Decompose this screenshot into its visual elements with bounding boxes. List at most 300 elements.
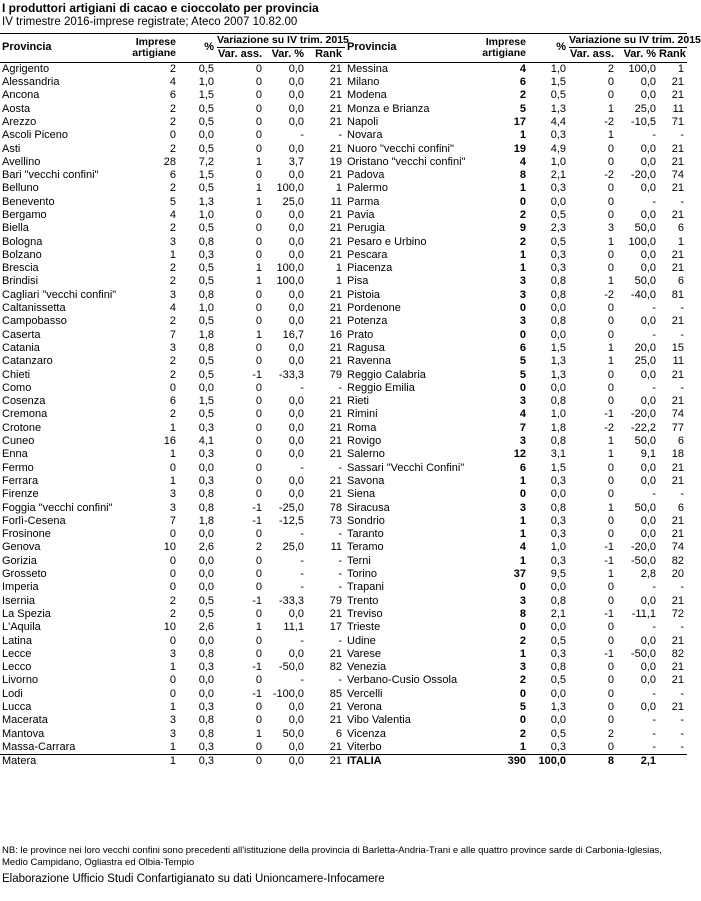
- left-pct-cell: 0,0: [198, 461, 214, 474]
- right-var-ass-cell: 0: [607, 474, 614, 487]
- left-imprese-cell: 0: [169, 634, 176, 647]
- left-provincia-cell: Cuneo: [2, 435, 35, 448]
- left-provincia-cell: Chieti: [2, 368, 31, 381]
- right-pct-cell: 0,0: [550, 581, 566, 594]
- left-var-ass-cell: 0: [255, 714, 262, 727]
- right-pct-cell: 1,3: [550, 102, 566, 115]
- right-rank-cell: 15: [671, 341, 684, 354]
- right-rank-cell: 6: [677, 435, 684, 448]
- right-pct-cell: 0,3: [550, 474, 566, 487]
- left-var-ass-cell: 0: [255, 102, 262, 115]
- left-pct-cell: 0,0: [198, 687, 214, 700]
- table-row: [0, 275, 687, 288]
- left-rank-cell: 6: [335, 727, 342, 740]
- right-var-pct-cell: 9,1: [640, 448, 656, 461]
- left-pct-cell: 1,5: [198, 89, 214, 102]
- right-provincia-cell: Vibo Valentia: [347, 714, 411, 727]
- right-rank-cell: -: [680, 328, 684, 341]
- right-var-ass-cell: 2: [607, 62, 614, 75]
- table-row: [0, 661, 687, 674]
- left-pct-cell: 0,8: [198, 501, 214, 514]
- left-imprese-cell: 0: [169, 581, 176, 594]
- left-imprese-cell: 2: [169, 594, 176, 607]
- right-var-pct-cell: -: [652, 687, 656, 700]
- left-var-pct-cell: -25,0: [278, 501, 304, 514]
- left-provincia-cell: Ascoli Piceno: [2, 129, 69, 142]
- right-pct-cell: 0,8: [550, 661, 566, 674]
- left-imprese-cell: 3: [169, 727, 176, 740]
- right-pct-cell: 0,3: [550, 740, 566, 753]
- left-pct-cell: 0,0: [198, 634, 214, 647]
- right-var-pct-cell: 50,0: [634, 501, 656, 514]
- right-var-pct-cell: -: [652, 727, 656, 740]
- right-var-ass-cell: 0: [607, 262, 614, 275]
- left-provincia-cell: Crotone: [2, 421, 42, 434]
- left-var-pct-cell: -33,3: [278, 594, 304, 607]
- left-imprese-cell: 3: [169, 714, 176, 727]
- left-imprese-cell: 2: [169, 182, 176, 195]
- right-rank-cell: 21: [671, 76, 684, 89]
- right-provincia-cell: Pisa: [347, 275, 369, 288]
- right-var-pct-cell: -: [652, 328, 656, 341]
- right-rank-cell: 1: [677, 235, 684, 248]
- right-provincia-cell: Nuoro "vecchi confini": [347, 142, 454, 155]
- right-var-ass-cell: 8: [569, 755, 617, 769]
- right-var-pct-cell: 0,0: [640, 142, 656, 155]
- left-var-pct-cell: -: [300, 674, 304, 687]
- col-header-var-ass-right: Var. ass.: [569, 48, 614, 61]
- left-var-pct-cell: -: [300, 381, 304, 394]
- left-provincia-cell: Imperia: [2, 581, 39, 594]
- left-rank-cell: 79: [329, 368, 342, 381]
- col-header-rank-right: Rank: [659, 48, 686, 61]
- right-provincia-cell: Novara: [347, 129, 383, 142]
- right-provincia-cell: Ragusa: [347, 341, 385, 354]
- left-var-pct-cell: 50,0: [282, 727, 304, 740]
- source-line: Elaborazione Ufficio Studi Confartigianato su dati Unioncamere-Infocamere: [2, 873, 385, 885]
- left-var-ass-cell: 0: [255, 142, 262, 155]
- left-rank-cell: 21: [329, 474, 342, 487]
- left-provincia-cell: Caltanissetta: [2, 302, 66, 315]
- right-var-ass-cell: -1: [604, 607, 614, 620]
- left-var-ass-cell: -1: [252, 501, 262, 514]
- right-imprese-cell: 3: [519, 288, 526, 301]
- right-pct-cell: 0,3: [550, 262, 566, 275]
- right-provincia-cell: Venezia: [347, 661, 387, 674]
- left-var-ass-cell: 0: [255, 76, 262, 89]
- right-var-pct-cell: -: [652, 488, 656, 501]
- table-row: [0, 581, 687, 594]
- right-var-ass-cell: 0: [607, 381, 614, 394]
- table-row: [0, 129, 687, 142]
- col-header-var-pct-right: Var. %: [623, 48, 656, 61]
- left-provincia-cell: Livorno: [2, 674, 39, 687]
- left-imprese-cell: 1: [169, 700, 176, 713]
- left-var-ass-cell: -1: [252, 687, 262, 700]
- left-provincia-cell: Cagliari "vecchi confini": [2, 288, 117, 301]
- left-var-ass-cell: 0: [255, 634, 262, 647]
- right-pct-cell: 0,8: [550, 435, 566, 448]
- right-var-ass-cell: 0: [607, 528, 614, 541]
- right-var-ass-cell: 0: [607, 661, 614, 674]
- right-provincia-cell: Trapani: [347, 581, 384, 594]
- left-provincia-cell: Asti: [2, 142, 21, 155]
- right-rank-cell: -: [680, 727, 684, 740]
- left-imprese-cell: 2: [169, 102, 176, 115]
- right-rank-cell: 21: [671, 315, 684, 328]
- left-var-ass-cell: 0: [255, 222, 262, 235]
- right-var-ass-cell: 0: [607, 209, 614, 221]
- right-pct-cell: 2,1: [550, 607, 566, 620]
- right-var-ass-cell: 0: [607, 89, 614, 102]
- left-provincia-cell: Gorizia: [2, 554, 37, 567]
- col-header-pct-right: %: [556, 41, 566, 54]
- right-pct-cell: 1,0: [550, 408, 566, 421]
- right-pct-cell: 2,3: [550, 222, 566, 235]
- left-pct-cell: 0,8: [198, 235, 214, 248]
- right-var-pct-cell: 2,8: [640, 568, 656, 581]
- left-var-ass-cell: 0: [255, 169, 262, 182]
- right-provincia-cell: Pordenone: [347, 302, 401, 315]
- col-header-provincia-left: Provincia: [2, 41, 52, 54]
- right-var-ass-cell: -1: [604, 541, 614, 554]
- right-var-ass-cell: 0: [607, 395, 614, 408]
- right-imprese-cell: 2: [519, 634, 526, 647]
- left-provincia-cell: Brindisi: [2, 275, 39, 288]
- left-imprese-cell: 7: [169, 514, 176, 527]
- left-var-pct-cell: 25,0: [282, 195, 304, 208]
- right-provincia-cell: Rieti: [347, 395, 370, 408]
- right-imprese-cell: 1: [519, 182, 526, 195]
- right-imprese-cell: 3: [519, 594, 526, 607]
- right-imprese-cell: 1: [519, 554, 526, 567]
- right-provincia-cell: Rovigo: [347, 435, 382, 448]
- right-var-ass-cell: -1: [604, 554, 614, 567]
- left-imprese-cell: 0: [169, 568, 176, 581]
- left-var-ass-cell: 0: [255, 528, 262, 541]
- table-row: [0, 329, 687, 342]
- province-table: [0, 33, 701, 768]
- left-provincia-cell: Caserta: [2, 328, 41, 341]
- left-imprese-cell: 1: [115, 755, 179, 769]
- right-provincia-cell: Reggio Emilia: [347, 381, 415, 394]
- left-rank-cell: 21: [329, 607, 342, 620]
- col-header-rank-left: Rank: [315, 48, 342, 61]
- right-imprese-cell: 5: [519, 355, 526, 368]
- left-rank-cell: 21: [329, 302, 342, 315]
- right-rank-cell: 82: [671, 647, 684, 660]
- table-row: [0, 755, 687, 769]
- right-provincia-cell: Pescara: [347, 248, 388, 261]
- right-var-pct-cell: -: [652, 381, 656, 394]
- left-imprese-cell: 10: [163, 621, 176, 634]
- right-provincia-cell: Pesaro e Urbino: [347, 235, 427, 248]
- right-var-pct-cell: 0,0: [640, 248, 656, 261]
- left-provincia-cell: Lodi: [2, 687, 23, 700]
- left-provincia-cell: Mantova: [2, 727, 45, 740]
- left-var-pct-cell: 0,0: [288, 607, 304, 620]
- left-provincia-cell: Lucca: [2, 700, 32, 713]
- right-provincia-cell: Roma: [347, 421, 377, 434]
- left-rank-cell: 21: [329, 315, 342, 328]
- right-rank-cell: 81: [671, 288, 684, 301]
- right-rank-cell: 21: [671, 674, 684, 687]
- left-provincia-cell: Campobasso: [2, 315, 67, 328]
- right-pct-cell: 0,0: [550, 621, 566, 634]
- right-rank-cell: 18: [671, 448, 684, 461]
- left-rank-cell: 21: [329, 700, 342, 713]
- left-rank-cell: 21: [329, 288, 342, 301]
- left-provincia-cell: Bergamo: [2, 209, 47, 221]
- left-imprese-cell: 0: [169, 674, 176, 687]
- right-pct-cell: 0,0: [550, 328, 566, 341]
- right-var-pct-cell: -40,0: [630, 288, 656, 301]
- left-pct-cell: 2,6: [198, 541, 214, 554]
- left-var-ass-cell: 0: [255, 341, 262, 354]
- right-imprese-cell: 7: [519, 421, 526, 434]
- left-rank-cell: 85: [329, 687, 342, 700]
- left-imprese-cell: 6: [169, 89, 176, 102]
- left-var-pct-cell: 0,0: [288, 488, 304, 501]
- left-provincia-cell: Agrigento: [2, 62, 50, 75]
- right-imprese-cell: 0: [519, 328, 526, 341]
- right-var-ass-cell: 0: [607, 315, 614, 328]
- left-rank-cell: 21: [329, 115, 342, 128]
- left-imprese-cell: 2: [169, 62, 176, 75]
- left-provincia-cell: Ferrara: [2, 474, 39, 487]
- right-imprese-cell: 5: [519, 102, 526, 115]
- right-imprese-cell: 6: [519, 461, 526, 474]
- right-rank-cell: 21: [671, 700, 684, 713]
- left-imprese-cell: 3: [169, 501, 176, 514]
- right-var-ass-cell: 0: [607, 248, 614, 261]
- right-var-ass-cell: -2: [604, 169, 614, 182]
- right-var-pct-cell: 0,0: [640, 395, 656, 408]
- right-var-ass-cell: 0: [607, 514, 614, 527]
- left-var-pct-cell: -100,0: [272, 687, 304, 700]
- right-rank-cell: 77: [671, 421, 684, 434]
- right-var-ass-cell: 0: [607, 714, 614, 727]
- left-var-pct-cell: -12,5: [278, 514, 304, 527]
- table-row: [0, 448, 687, 461]
- right-provincia-cell: Napoli: [347, 115, 379, 128]
- left-rank-cell: 21: [329, 355, 342, 368]
- right-imprese-cell: 1: [519, 262, 526, 275]
- left-pct-cell: 1,0: [198, 302, 214, 315]
- right-provincia-cell: Verona: [347, 700, 382, 713]
- right-var-ass-cell: 0: [607, 142, 614, 155]
- right-imprese-cell: 2: [519, 727, 526, 740]
- right-rank-cell: 74: [671, 169, 684, 182]
- right-rank-cell: 21: [671, 395, 684, 408]
- right-pct-cell: 0,0: [550, 302, 566, 315]
- right-imprese-cell: 2: [519, 235, 526, 248]
- right-pct-cell: 0,3: [550, 528, 566, 541]
- right-imprese-cell: 5: [519, 368, 526, 381]
- right-imprese-cell: 4: [519, 62, 526, 75]
- left-pct-cell: 0,0: [198, 581, 214, 594]
- table-row: [0, 382, 687, 395]
- right-pct-cell: 0,3: [550, 514, 566, 527]
- left-provincia-cell: Bari "vecchi confini": [2, 169, 99, 182]
- left-provincia-cell: Foggia "vecchi confini": [2, 501, 113, 514]
- table-row: [0, 395, 687, 408]
- right-imprese-cell: 1: [519, 740, 526, 753]
- left-var-ass-cell: 0: [255, 461, 262, 474]
- left-var-ass-cell: 1: [255, 621, 262, 634]
- right-rank-cell: 21: [671, 594, 684, 607]
- right-rank-cell: -: [680, 621, 684, 634]
- right-pct-cell: 1,5: [550, 341, 566, 354]
- right-provincia-cell: Savona: [347, 474, 385, 487]
- right-pct-cell: 0,8: [550, 594, 566, 607]
- left-var-pct-cell: 0,0: [288, 341, 304, 354]
- left-rank-cell: -: [338, 461, 342, 474]
- table-row: [0, 169, 687, 182]
- left-var-ass-cell: 0: [255, 288, 262, 301]
- right-provincia-cell: Padova: [347, 169, 385, 182]
- right-var-ass-cell: 0: [607, 700, 614, 713]
- left-var-ass-cell: 0: [255, 674, 262, 687]
- left-imprese-cell: 0: [169, 461, 176, 474]
- left-imprese-cell: 5: [169, 195, 176, 208]
- left-provincia-cell: Latina: [2, 634, 32, 647]
- left-pct-cell: 0,8: [198, 341, 214, 354]
- table-row: [0, 435, 687, 448]
- left-var-ass-cell: 0: [217, 755, 265, 769]
- right-var-pct-cell: 0,0: [640, 182, 656, 195]
- right-var-pct-cell: 0,0: [640, 661, 656, 674]
- right-var-pct-cell: 25,0: [634, 102, 656, 115]
- table-row: [0, 621, 687, 634]
- col-header-variazione-left: Variazione su IV trim. 2015: [217, 34, 349, 47]
- right-rank-cell: -: [680, 302, 684, 315]
- right-pct-cell: 1,5: [550, 461, 566, 474]
- right-provincia-cell: Terni: [347, 554, 371, 567]
- left-var-pct-cell: 25,0: [282, 541, 304, 554]
- left-var-pct-cell: 100,0: [276, 275, 304, 288]
- left-imprese-cell: 0: [169, 687, 176, 700]
- right-pct-cell: 0,5: [550, 634, 566, 647]
- left-var-ass-cell: 0: [255, 607, 262, 620]
- left-imprese-cell: 2: [169, 607, 176, 620]
- right-imprese-cell: 19: [513, 142, 526, 155]
- right-imprese-cell: 1: [519, 474, 526, 487]
- left-var-pct-cell: -: [300, 634, 304, 647]
- col-header-variazione-right: Variazione su IV trim. 2015: [569, 34, 701, 47]
- left-imprese-cell: 3: [169, 235, 176, 248]
- left-var-pct-cell: 100,0: [276, 262, 304, 275]
- left-rank-cell: 73: [329, 514, 342, 527]
- left-pct-cell: 1,0: [198, 209, 214, 221]
- left-var-ass-cell: 0: [255, 408, 262, 421]
- left-var-ass-cell: 0: [255, 248, 262, 261]
- right-provincia-cell: Potenza: [347, 315, 388, 328]
- right-pct-cell: 0,5: [550, 89, 566, 102]
- left-var-ass-cell: 0: [255, 355, 262, 368]
- right-var-ass-cell: 0: [607, 368, 614, 381]
- right-var-pct-cell: 100,0: [628, 62, 656, 75]
- left-var-pct-cell: -: [300, 554, 304, 567]
- left-imprese-cell: 1: [169, 740, 176, 753]
- right-imprese-cell: 1: [519, 514, 526, 527]
- right-var-ass-cell: -2: [604, 421, 614, 434]
- left-var-ass-cell: 0: [255, 647, 262, 660]
- col-header-provincia-right: Provincia: [347, 41, 397, 54]
- table-row: [0, 568, 687, 581]
- right-pct-cell: 0,8: [550, 395, 566, 408]
- left-pct-cell: 0,3: [198, 448, 214, 461]
- right-var-pct-cell: 100,0: [628, 235, 656, 248]
- right-imprese-cell: 3: [519, 275, 526, 288]
- right-provincia-cell: Perugia: [347, 222, 385, 235]
- right-var-ass-cell: 1: [607, 448, 614, 461]
- left-pct-cell: 1,8: [198, 328, 214, 341]
- left-pct-cell: 0,3: [179, 755, 217, 769]
- right-pct-cell: 0,0: [550, 488, 566, 501]
- right-pct-cell: 1,5: [550, 76, 566, 89]
- right-imprese-cell: 6: [519, 76, 526, 89]
- left-imprese-cell: 3: [169, 288, 176, 301]
- left-var-pct-cell: 16,7: [282, 328, 304, 341]
- left-rank-cell: 21: [329, 714, 342, 727]
- right-rank-cell: -: [680, 740, 684, 753]
- right-pct-cell: 0,0: [550, 195, 566, 208]
- left-var-pct-cell: 0,0: [288, 395, 304, 408]
- right-rank-cell: 11: [672, 102, 684, 115]
- right-rank-cell: 6: [677, 501, 684, 514]
- table-row: [0, 475, 687, 488]
- col-header-imprese-left: [115, 34, 179, 63]
- left-rank-cell: 11: [330, 195, 342, 208]
- left-imprese-cell: 2: [169, 408, 176, 421]
- table-row: [0, 555, 687, 568]
- right-provincia-cell: Ravenna: [347, 355, 392, 368]
- right-var-ass-cell: 1: [607, 235, 614, 248]
- left-imprese-cell: 2: [169, 142, 176, 155]
- right-rank-cell: 6: [677, 222, 684, 235]
- table-row: [0, 488, 687, 501]
- right-var-ass-cell: 1: [607, 568, 614, 581]
- right-rank-cell: -: [680, 195, 684, 208]
- left-imprese-cell: 1: [169, 248, 176, 261]
- left-var-ass-cell: 1: [255, 155, 262, 168]
- left-var-pct-cell: 0,0: [288, 421, 304, 434]
- right-imprese-cell: 9: [519, 222, 526, 235]
- right-pct-cell: 100,0: [529, 755, 569, 769]
- right-rank-cell: 21: [671, 368, 684, 381]
- right-var-ass-cell: 1: [607, 435, 614, 448]
- left-imprese-cell: 2: [169, 115, 176, 128]
- right-pct-cell: 0,8: [550, 315, 566, 328]
- left-imprese-cell: 1: [169, 421, 176, 434]
- left-var-ass-cell: 0: [255, 315, 262, 328]
- right-provincia-cell: Messina: [347, 62, 388, 75]
- table-row: [0, 102, 687, 115]
- left-pct-cell: 0,0: [198, 381, 214, 394]
- left-var-ass-cell: 0: [255, 129, 262, 142]
- table-row: [0, 714, 687, 727]
- table-row: [0, 289, 687, 302]
- left-var-ass-cell: 0: [255, 435, 262, 448]
- left-provincia-cell: Biella: [2, 222, 29, 235]
- left-var-pct-cell: 3,7: [288, 155, 304, 168]
- left-provincia-cell: Aosta: [2, 102, 31, 115]
- right-var-pct-cell: 0,0: [640, 528, 656, 541]
- left-pct-cell: 0,5: [198, 368, 214, 381]
- left-pct-cell: 0,8: [198, 714, 214, 727]
- table-row: [0, 262, 687, 275]
